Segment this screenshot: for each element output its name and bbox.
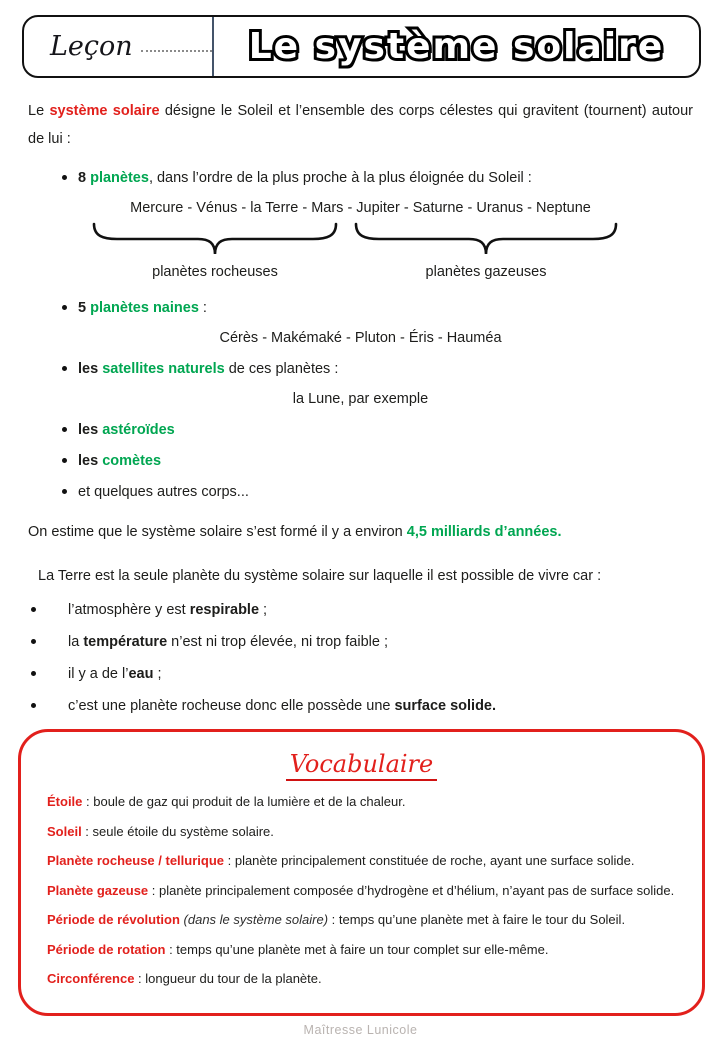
list-item-planets	[28, 165, 693, 191]
reason-bold: surface solide.	[394, 698, 497, 714]
vocab-definition: : temps qu’une planète met à faire un tour complet sur elle-même.	[165, 941, 549, 957]
lesson-label: Leçon	[50, 31, 133, 62]
reason-post: ;	[259, 602, 268, 618]
dwarf-count: 5	[78, 300, 91, 316]
vocab-entry-planete-gazeuse	[47, 883, 676, 899]
underbrace-right-icon	[352, 221, 620, 257]
formation-pre: On estime que le système solaire s’est formé il y a environ	[28, 524, 407, 540]
footer-credit: Maîtresse Lunicole	[303, 1022, 418, 1037]
planets-sequence: Mercure - Vénus - la Terre - Mars - Jupiter - Saturne - Uranus - Neptune	[130, 200, 591, 216]
vocab-term: Circonférence	[47, 971, 135, 986]
bullet-icon	[62, 175, 67, 180]
intro-text-post: désigne le Soleil et l’ensemble des corps célestes qui gravitent (tournent) autour de lui :	[28, 103, 693, 147]
vocab-entry-etoile	[47, 794, 676, 810]
brace-labels-row	[90, 259, 693, 285]
vocab-entry-planete-rocheuse	[47, 853, 676, 869]
formation-highlight: 4,5 milliards d’années.	[406, 524, 562, 540]
lesson-label-cell	[24, 17, 214, 76]
reason-item-water	[28, 661, 693, 687]
bullet-icon	[62, 427, 67, 432]
asteroids-les: les	[78, 422, 103, 438]
vocab-definition: : planète principalement composée d’hydrogène et d’hélium, n’ayant pas de surface solide.	[148, 882, 675, 898]
list-item-comets	[28, 448, 693, 474]
list-item-asteroids	[28, 417, 693, 443]
list-item-other-bodies	[28, 479, 693, 505]
intro-highlight: système solaire	[49, 103, 160, 119]
satellites-rest: de ces planètes :	[224, 361, 339, 377]
intro-text-pre: Le	[28, 103, 50, 119]
reason-bold: eau	[128, 666, 154, 682]
underbrace-left-icon	[90, 221, 340, 257]
header-banner	[22, 15, 701, 78]
bullet-icon	[31, 671, 36, 676]
gas-planets-label: planètes gazeuses	[425, 264, 547, 280]
rocky-planets-label: planètes rocheuses	[152, 264, 278, 280]
bullet-icon	[31, 703, 36, 708]
other-bodies-text: et quelques autres corps...	[78, 484, 249, 500]
comets-les: les	[78, 453, 103, 469]
dwarf-word: planètes naines	[90, 300, 199, 316]
dwarf-planets-sequence: Cérès - Makémaké - Pluton - Éris - Hauméa	[219, 330, 502, 346]
reason-item-atmosphere	[28, 597, 693, 623]
list-item-satellites	[28, 356, 693, 382]
reason-post: ;	[153, 666, 162, 682]
page-title: Le système solaire	[248, 26, 665, 67]
comets-word: comètes	[102, 453, 162, 469]
title-cell	[214, 17, 699, 76]
lesson-dotted-line	[141, 50, 212, 52]
vocab-definition: : longueur du tour de la planète.	[134, 971, 322, 986]
worksheet-page	[0, 15, 721, 1038]
vocab-note: (dans le système solaire)	[179, 912, 329, 927]
vocab-entry-circonference	[47, 971, 676, 987]
dwarf-rest: :	[198, 300, 207, 316]
braces-row	[90, 221, 693, 257]
vocab-term: Planète rocheuse / tellurique	[47, 853, 224, 868]
reason-bold: température	[83, 634, 168, 650]
vocab-definition: : planète principalement constituée de roche, ayant une surface solide.	[224, 853, 635, 868]
reason-item-solid-surface	[28, 693, 693, 719]
vocab-title-wrap	[47, 750, 676, 778]
intro-paragraph	[28, 97, 693, 153]
reason-pre: la	[68, 634, 84, 650]
reason-pre: il y a de l’	[68, 666, 129, 682]
moon-example: la Lune, par exemple	[292, 391, 429, 407]
main-content	[0, 97, 721, 719]
vocab-term: Planète gazeuse	[47, 882, 149, 898]
vocab-definition: : seule étoile du système solaire.	[81, 823, 274, 839]
reason-bold: respirable	[189, 602, 260, 618]
earth-intro-paragraph: La Terre est la seule planète du système solaire sur laquelle il est possible de vivre car :	[38, 568, 602, 584]
vocab-definition: : temps qu’une planète met à faire le tour du Soleil.	[328, 912, 626, 927]
reason-pre: c’est une planète rocheuse donc elle possède une	[68, 698, 395, 714]
vocab-entry-soleil	[47, 824, 676, 840]
reason-pre: l’atmosphère y est	[68, 602, 190, 618]
planets-word: planètes	[90, 170, 149, 186]
reason-post: n’est ni trop élevée, ni trop faible ;	[167, 634, 388, 650]
reason-item-temperature	[28, 629, 693, 655]
vocab-entry-periode-rotation	[47, 942, 676, 958]
asteroids-word: astéroïdes	[102, 422, 175, 438]
bullet-icon	[31, 607, 36, 612]
satellites-word: satellites naturels	[102, 361, 225, 377]
planets-rest: , dans l’ordre de la plus proche à la plus éloignée du Soleil :	[148, 170, 532, 186]
vocab-term: Période de rotation	[47, 941, 166, 957]
vocab-title: Vocabulaire	[286, 750, 437, 781]
vocab-box	[18, 729, 705, 1016]
bullet-icon	[62, 305, 67, 310]
vocab-term: Période de révolution	[47, 912, 180, 927]
list-item-dwarf-planets	[28, 295, 693, 321]
bullet-icon	[62, 458, 67, 463]
bullet-icon	[62, 366, 67, 371]
satellites-les: les	[78, 361, 103, 377]
vocab-entry-periode-revolution	[47, 912, 676, 928]
bullet-icon	[62, 489, 67, 494]
vocab-definition: : boule de gaz qui produit de la lumière et de la chaleur.	[82, 794, 406, 809]
planets-count: 8	[78, 170, 91, 186]
bullet-icon	[31, 639, 36, 644]
vocab-term: Soleil	[47, 823, 82, 839]
formation-paragraph	[28, 519, 693, 545]
vocab-term: Étoile	[47, 794, 83, 809]
